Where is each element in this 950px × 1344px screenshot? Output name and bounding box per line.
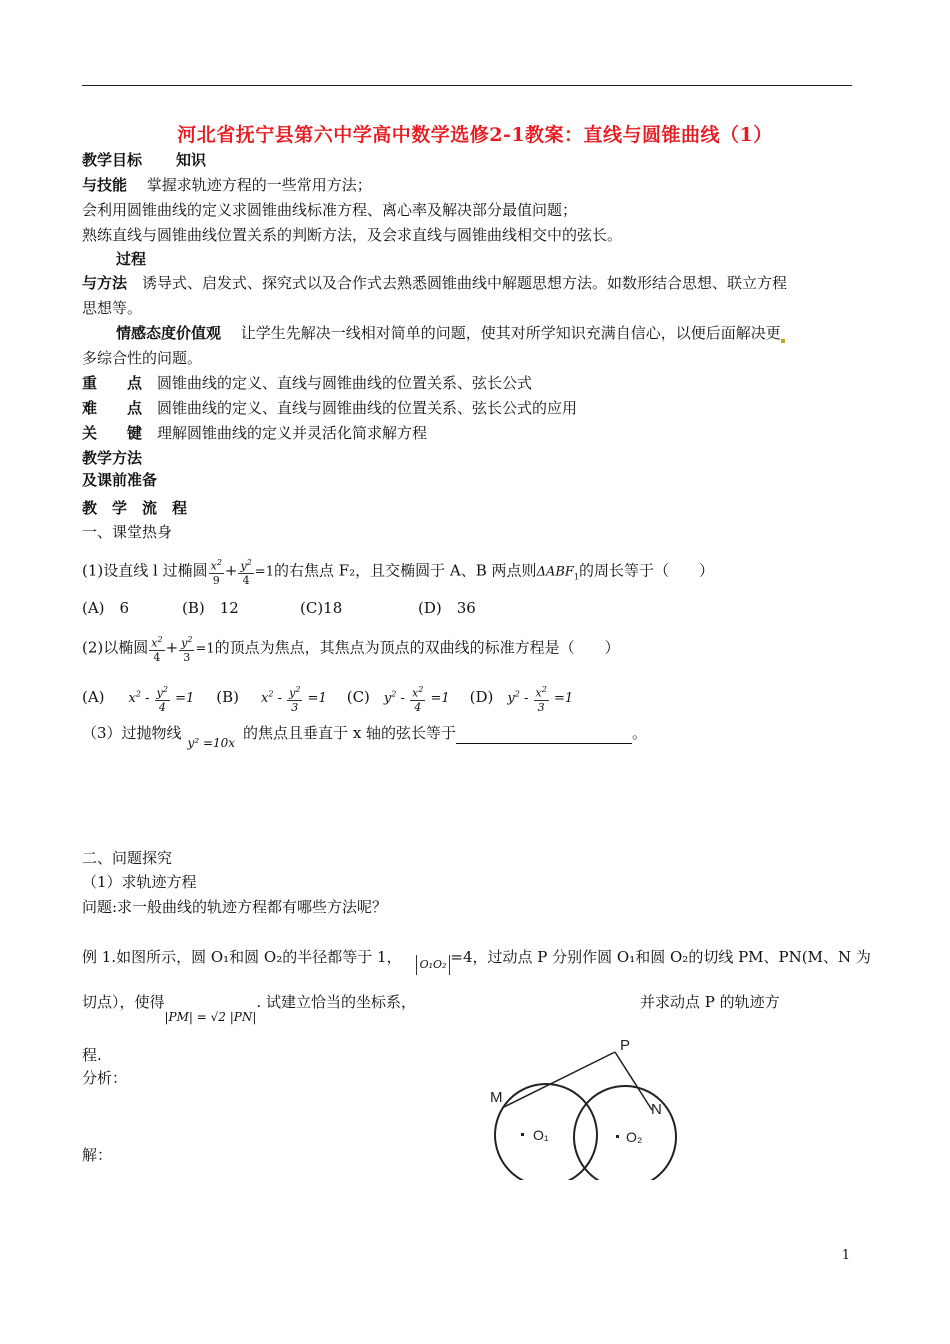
q1-prefix: (1)设直线 l 过椭圆 (82, 561, 208, 580)
section-explore: 二、问题探究 (82, 849, 173, 867)
difficulty-line (82, 398, 577, 418)
q3-tail: 的焦点且垂直于 x 轴的弦长等于 (243, 724, 457, 742)
q1-frac-y: $\frac{y^2}{4}$ (240, 558, 252, 587)
q2-option-c-label: (C) (346, 687, 370, 706)
q2-tail: 的顶点为焦点，其焦点为顶点的双曲线的标准方程是（ ） (214, 638, 620, 657)
q3-equation: y² =10x (187, 736, 236, 750)
q2-option-d-label: (D) (469, 687, 494, 706)
q2-option-b-eq: $x^2$ - $\frac{y^2}{3}$ =1 (261, 685, 327, 714)
q2-option-d-eq: $y^2$ - $\frac{x^2}{3}$ =1 (507, 685, 574, 714)
label-o1: O₁ (533, 1127, 549, 1143)
marker-dot (781, 339, 785, 343)
emotion-text: 让学生先解决一线相对简单的问题，使其对所学知识充满自信心，以便后面解决更 (240, 324, 781, 342)
center-o2-dot (616, 1135, 619, 1138)
q1-mid: 的右焦点 F₂，且交椭圆于 A、B 两点则 (273, 561, 537, 580)
q2-frac-y: $\frac{y^2}{3}$ (181, 635, 193, 664)
header-rule (82, 85, 852, 86)
page-number: 1 (841, 1248, 850, 1263)
subsection-locus: （1）求轨迹方程 (82, 873, 197, 891)
q2-options (82, 683, 573, 714)
ex1-part-b: =4，过动点 P 分别作圆 O₁和圆 O₂的切线 PM、PN(M、N 为 (450, 948, 871, 966)
critical-label: 关 键 (82, 424, 143, 442)
difficulty-label: 难 点 (82, 399, 143, 417)
label-m: M (490, 1089, 503, 1106)
method-line (82, 273, 787, 293)
emotion-line2: 多综合性的问题。 (82, 349, 203, 367)
example-1-line2 (82, 992, 780, 1024)
label-o2: O₂ (626, 1129, 643, 1145)
method-label: 与方法 (82, 274, 128, 292)
ex1-part-e: 并求动点 P 的轨迹方 (639, 993, 780, 1011)
methods-label: 教学方法 (82, 449, 143, 467)
key-point-text: 圆锥曲线的定义、直线与圆锥曲线的位置关系、弦长公式 (157, 374, 533, 392)
emotion-line (116, 323, 785, 343)
ex1-part-c: 切点），使得 (82, 993, 165, 1011)
q3-answer-blank[interactable] (456, 729, 632, 744)
critical-text: 理解圆锥曲线的定义并灵活化简求解方程 (157, 424, 428, 442)
process-label: 过程 (116, 250, 147, 268)
q1-options (82, 598, 476, 618)
analysis-label: 分析： (82, 1069, 128, 1087)
q3-end: 。 (632, 724, 648, 742)
question-text: 问题:求一般曲线的轨迹方程都有哪些方法呢？ (82, 898, 388, 916)
solution-label: 解： (82, 1146, 113, 1164)
label-n: N (651, 1101, 662, 1118)
goals-line3: 会利用圆锥曲线的定义求圆锥曲线标准方程、离心率及解决部分最值问题； (82, 201, 578, 219)
key-point-label: 重 点 (82, 374, 143, 392)
tangent-pn (615, 1052, 652, 1110)
critical-line (82, 423, 427, 443)
difficulty-text: 圆锥曲线的定义、直线与圆锥曲线的位置关系、弦长公式的应用 (157, 399, 578, 417)
q1-frac-x: $\frac{x^2}{9}$ (210, 558, 222, 587)
question-3 (82, 723, 648, 750)
q2-frac-x: $\frac{x^2}{4}$ (151, 635, 163, 664)
preparation-label: 及课前准备 (82, 471, 158, 489)
label-p: P (620, 1037, 631, 1054)
q1-tail: 的周长等于（ ） (579, 561, 715, 580)
page-title: 河北省抚宁县第六中学高中数学选修2-1教案：直线与圆锥曲线（1） (177, 124, 773, 146)
q2-prefix: (2)以椭圆 (82, 638, 149, 657)
q1-triangle: ΔABF (536, 564, 574, 580)
section-warmup: 一、课堂热身 (82, 523, 173, 541)
emotion-label: 情感态度价值观 (116, 324, 222, 342)
q2-option-b-label: (B) (216, 687, 239, 706)
goals-label-main: 教学目标 (82, 151, 143, 169)
q1-option-b: (B) 12 (182, 599, 239, 617)
ex1-condition: |PM| = √2 |PN| (164, 1010, 257, 1024)
question-1: (1)设直线 l 过椭圆 $\frac{x^2}{9}$ + $\frac{y^2}{4}$ =1的右焦点 F₂，且交椭圆于 A、B 两点则$\Delta ABF_1$的周长等于（ ） (82, 558, 715, 587)
q2-option-a-eq: $x^2$ - $\frac{y^2}{4}$ =1 (128, 685, 195, 714)
q2-option-a-label: (A) (82, 687, 105, 706)
q3-prefix: （3）过抛物线 (82, 724, 182, 742)
ex1-abs-o1o2: O₁O₂ (416, 955, 451, 975)
tangent-circles-figure (470, 1030, 680, 1180)
q1-option-d: (D) 36 (418, 599, 476, 617)
ex1-part-d: . 试建立恰当的坐标系， (256, 993, 416, 1011)
goals-skill-line (82, 175, 372, 195)
q2-option-c-eq: $y^2$ - $\frac{x^2}{4}$ =1 (383, 685, 450, 714)
skill-label: 与技能 (82, 176, 128, 194)
example-1-line3: 程. (82, 1046, 102, 1064)
method-text: 诱导式、启发式、探究式以及合作式去熟悉圆锥曲线中解题思想方法。如数形结合思想、联立方程 (142, 274, 788, 292)
question-2: (2)以椭圆 $\frac{x^2}{4}$ + $\frac{y^2}{3}$ =1的顶点为焦点，其焦点为顶点的双曲线的标准方程是（ ） (82, 635, 620, 664)
goals-label (82, 150, 206, 170)
center-o1-dot (521, 1133, 524, 1136)
goals-label-knowledge: 知识 (176, 151, 207, 169)
example-1-line1 (82, 947, 871, 969)
ex1-part-a: 例 1.如图所示，圆 O₁和圆 O₂的半径都等于 1， (82, 948, 402, 966)
tangent-pm (504, 1052, 615, 1107)
q1-option-a: (A) 6 (82, 599, 130, 617)
goals-line4: 熟练直线与圆锥曲线位置关系的判断方法，及会求直线与圆锥曲线相交中的弦长。 (82, 226, 623, 244)
q1-option-c: (C)18 (300, 599, 343, 617)
key-point-line (82, 373, 532, 393)
method-line2: 思想等。 (82, 299, 143, 317)
flow-heading: 教 学 流 程 (82, 499, 188, 517)
skill-text: 掌握求轨迹方程的一些常用方法； (146, 176, 372, 194)
